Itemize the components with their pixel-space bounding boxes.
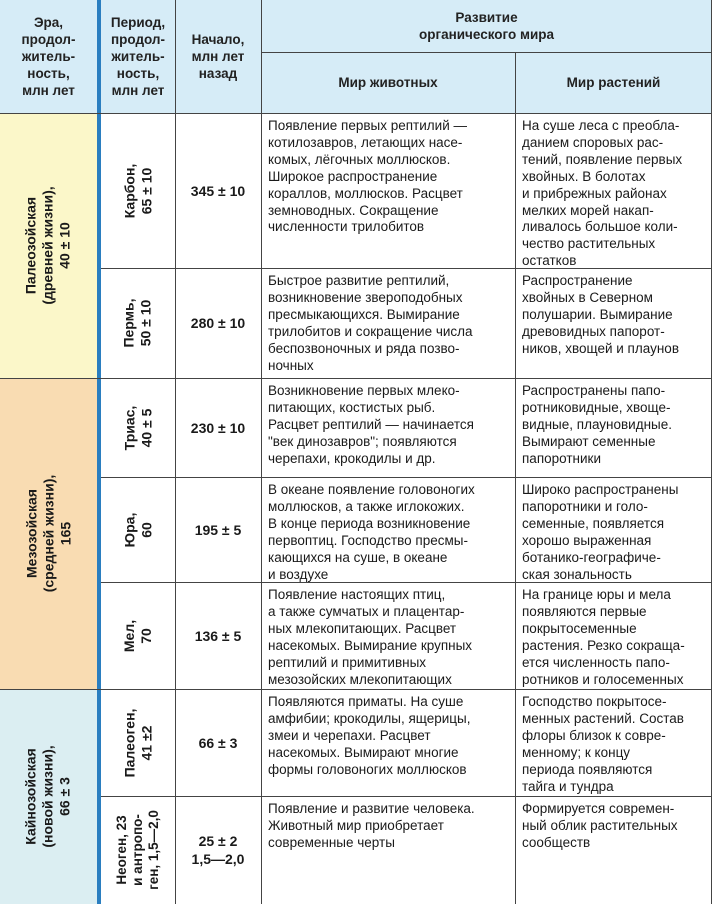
period-name: Пермь, 50 ± 10 [120,298,154,348]
grid-line [261,52,712,53]
era-paleozoic-label: Палеозойская (древней жизни), 40 ± 10 [23,186,73,305]
period-jurassic [101,477,175,582]
period-paleogene [101,689,175,796]
period-name: Юра, 60 [120,512,154,547]
header-animals-label: Мир животных [338,75,438,90]
plants-text: Распространены папо- ротниковидные, хвоще- видные, плауновидные. Вымирают семенные папоротники [522,383,673,466]
period-start: 230 ± 10 [190,419,246,436]
header-plants-label: Мир растений [566,75,661,90]
period-start: 195 ± 5 [194,521,242,538]
header-plants [515,52,712,113]
grid-line [515,52,516,904]
grid-line [101,268,712,269]
grid-line [0,689,712,690]
period-start: 345 ± 10 [190,182,246,199]
period-name: Неоген, 23 и антропо- ген, 1,5—2,0 [114,810,162,890]
period-name: Мел, 70 [120,619,154,652]
animals-text: В океане появление головоногих моллюсков, а также иглокожих. В конце периода возникновение первоптиц. Господство пресмы- кающихся на суше, в океане и воздухе [268,482,475,582]
animals-text: Появление настоящих птиц, а также сумчатых и плацентар- ных млекопитающих. Расцвет насекомых. Вымирание крупных рептилий и примитивных мезозойских млекопитающих [268,587,473,687]
era-divider [97,0,101,904]
grid-line [101,582,712,583]
header-development-label: Развитие органического мира [418,10,555,42]
period-carboniferous [101,113,175,268]
period-name: Карбон, 65 ± 10 [120,163,154,218]
period-name: Триас, 40 ± 5 [120,405,154,450]
header-start [175,0,261,113]
era-mesozoic [0,378,97,689]
header-animals [261,52,515,113]
period-permian [101,268,175,378]
header-era [0,0,97,113]
era-mesozoic-label: Мезозойская (средней жизни), 165 [23,474,73,593]
period-neogene-anthropogene [101,796,175,904]
animals-text: Появление и развитие человека. Животный мир приобретает современные черты [268,801,475,850]
period-name: Палеоген, 41 ±2 [120,708,154,777]
plants-text: Формируется современ- ный облик растительных сообществ [522,801,678,850]
era-paleozoic [0,113,97,378]
header-period-label: Период, продол- житель- ность, млн лет [110,15,166,98]
header-start-label: Начало, млн лет назад [191,32,245,81]
era-cenozoic [0,689,97,904]
grid-line [261,0,262,904]
grid-line [175,0,176,904]
animals-text: Появляются приматы. На суше амфибии; крокодилы, ящерицы, змеи и черепахи. Расцвет насекомых. Вымирают многие формы головоногих моллюсков [268,694,471,777]
period-start: 280 ± 10 [190,315,246,331]
header-development [261,0,712,52]
header-period [101,0,175,113]
grid-line [0,378,712,379]
era-cenozoic-label: Кайнозойская (новой жизни), 66 ± 3 [23,745,73,848]
header-era-label: Эра, продол- житель- ность, млн лет [21,15,76,98]
animals-text: Появление первых рептилий — котилозавров, летающих насе- комых, лёгочных моллюсков. Широкое распространение кораллов, моллюсков. Расцвет земноводных. Сокращение численности трилобитов [268,118,467,235]
grid-line [101,477,712,478]
grid-line [0,113,712,114]
plants-text: На суше леса с преобла- данием споровых рас- тений, появление первых хвойных. В болотах и прибрежных районах мелких морей накап- ливалось большое коли- чество растительных остатков [522,118,683,269]
grid-line [101,796,712,797]
animals-text: Быстрое развитие рептилий, возникновение звероподобных пресмыкающихся. Вымирание трилобитов и сокращение числа беспозвоночных и ряда позво- ночных [268,273,473,373]
period-start: 136 ± 5 [194,627,242,644]
plants-text: Распространение хвойных в Северном полушарии. Вымирание древовидных папорот- ников, хвощей и плаунов [522,273,679,356]
plants-text: На границе юры и мела появляются первые покрытосеменные растения. Резко сокраща- ется численность папо- ротников и голосеменных [522,587,685,687]
animals-text: Возникновение первых млеко- питающих, костистых рыб. Расцвет рептилий — начинается "век динозавров"; появляются черепахи, крокодилы и др. [268,383,474,466]
plants-text: Господство покрытосе- менных растений. Состав флоры близок к совре- менному; к концу периода появляются тайга и тундра [522,694,684,794]
plants-text: Широко распространены папоротники и голо- семенные, появляется хорошо выраженная ботанико-географиче- ская зональность [522,482,679,582]
period-triassic [101,378,175,477]
period-start: 66 ± 3 [198,734,238,751]
period-cretaceous [101,582,175,689]
period-start: 25 ± 2 1,5—2,0 [191,833,245,867]
